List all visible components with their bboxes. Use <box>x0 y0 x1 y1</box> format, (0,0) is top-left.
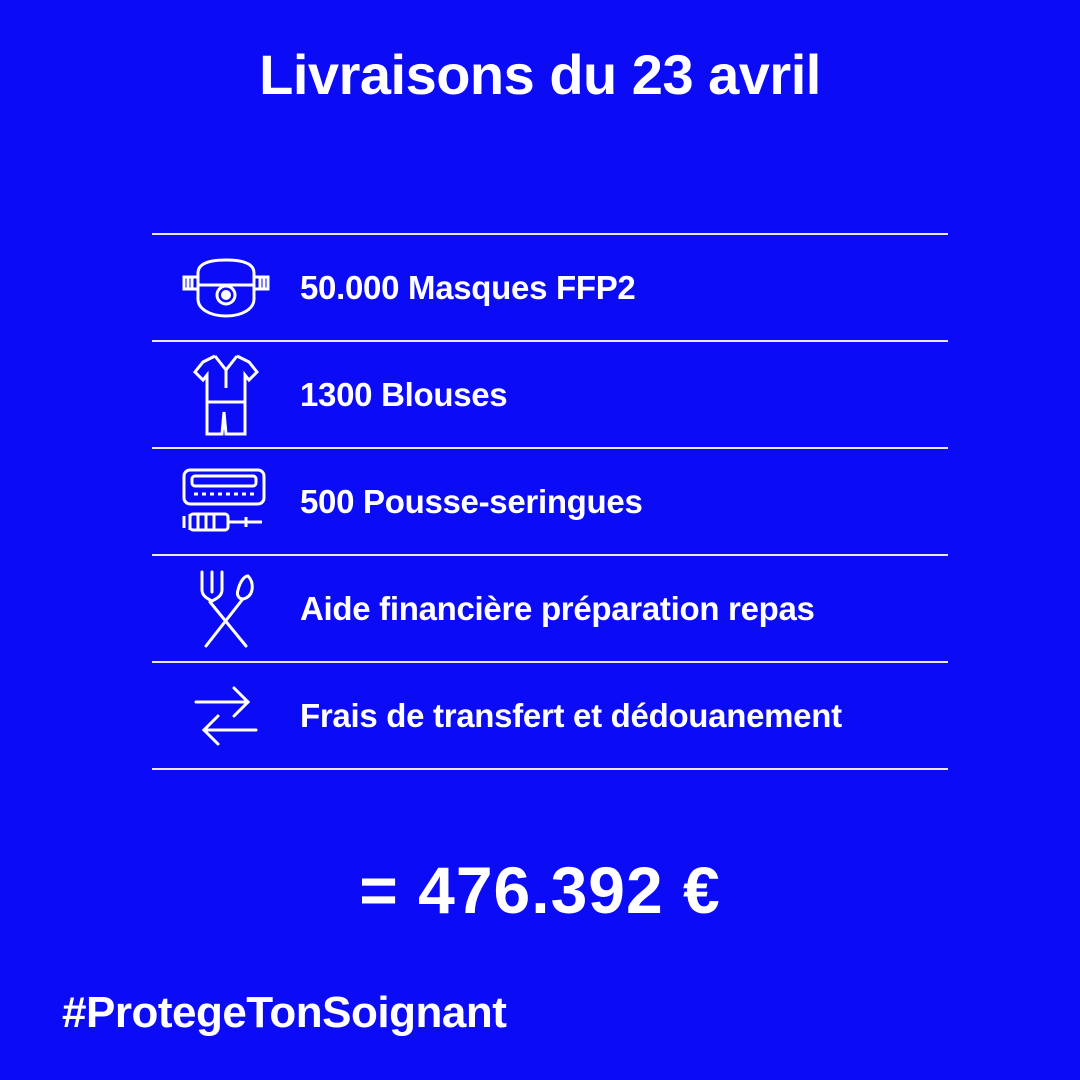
list-item-label: Aide financière préparation repas <box>300 589 815 627</box>
ffp2-mask-icon <box>152 255 300 321</box>
list-item-label: Frais de transfert et dédouanement <box>300 696 842 734</box>
fork-spoon-icon <box>152 566 300 652</box>
list-item <box>152 663 948 768</box>
list-item-label: 500 Pousse-seringues <box>300 482 643 520</box>
divider <box>152 768 948 770</box>
list-item <box>152 556 948 661</box>
total-amount: = 476.392 € <box>359 853 721 927</box>
list-item-label: 50.000 Masques FFP2 <box>300 268 636 306</box>
syringe-pump-icon <box>152 462 300 542</box>
transfer-arrows-icon <box>152 680 300 752</box>
list-item <box>152 342 948 447</box>
hashtag: #ProtegeTonSoignant <box>62 988 507 1037</box>
medical-gown-icon <box>152 350 300 440</box>
list-item <box>152 235 948 340</box>
page-title: Livraisons du 23 avril <box>259 43 821 106</box>
delivery-list <box>152 233 948 770</box>
list-item <box>152 449 948 554</box>
list-item-label: 1300 Blouses <box>300 375 508 413</box>
